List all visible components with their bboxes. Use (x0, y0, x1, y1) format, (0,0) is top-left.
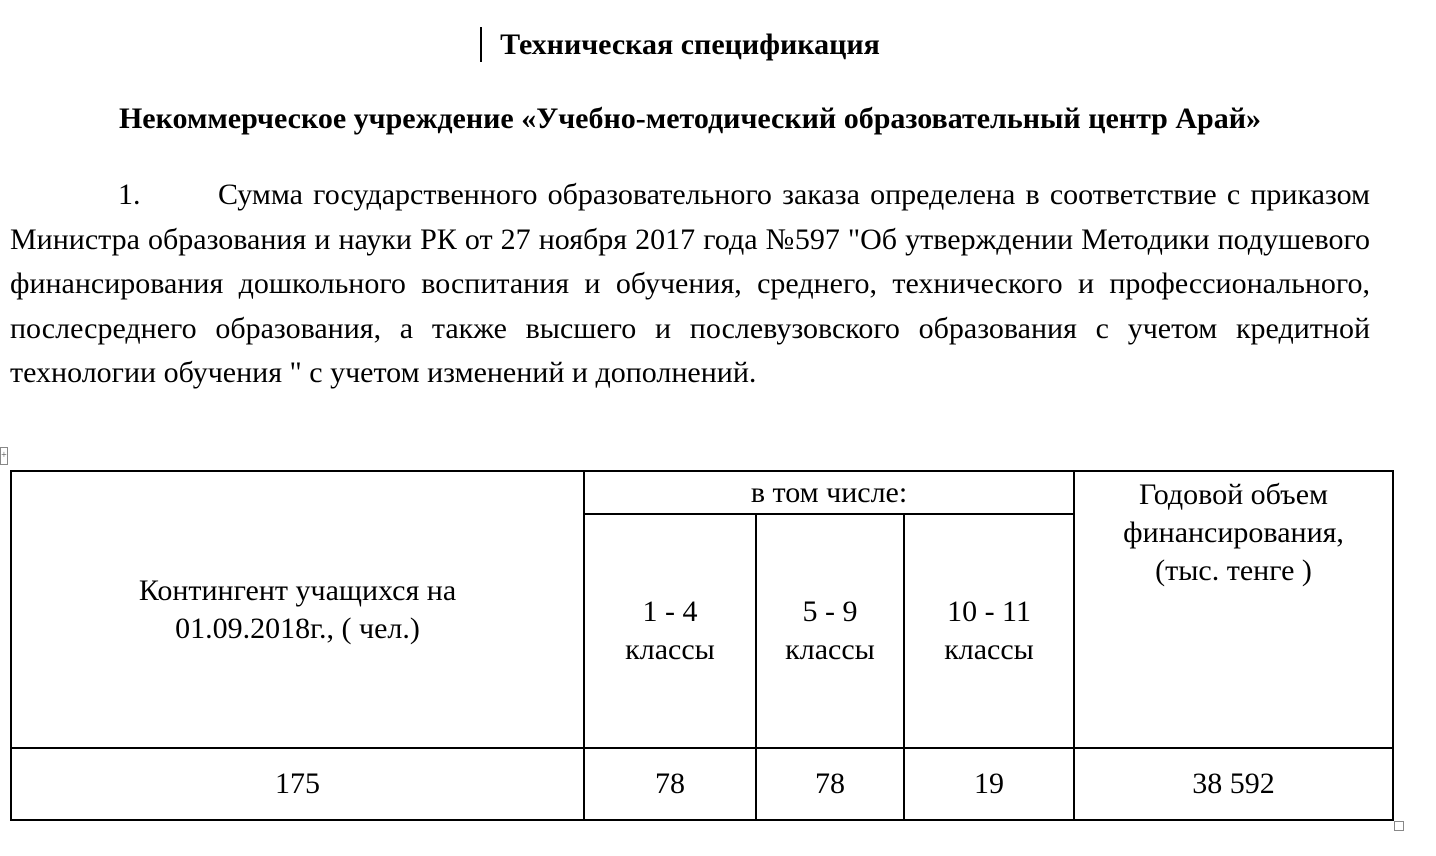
header-grades-5-9[interactable]: 5 - 9 классы (756, 514, 904, 748)
resize-handle-icon[interactable] (1394, 821, 1404, 831)
header-grades-10-11[interactable]: 10 - 11 классы (904, 514, 1074, 748)
cell-funding[interactable]: 38 592 (1074, 748, 1393, 820)
document-title[interactable]: Техническая спецификация (500, 28, 880, 61)
paragraph-number: 1. (118, 178, 141, 211)
cell-grades-5-9[interactable]: 78 (756, 748, 904, 820)
header-grades-1-4[interactable]: 1 - 4 классы (584, 514, 756, 748)
paragraph-text: Сумма государственного образовательного заказа определена в соответствие с приказом Министра образования и науки РК от 27 ноября 2017 года №597 "Об утверждении Методики подушевого финансирования дошкольного воспитания и обучения, среднего, технического и профессионального, послесреднего образования, а также высшего и послевузовского образования с учетом кредитной технологии обучения " с учетом изменений и дополнений. (10, 178, 1370, 390)
cell-contingent[interactable]: 175 (11, 748, 584, 820)
organization-name[interactable]: Некоммерческое учреждение «Учебно-методический образовательный центр Арай» (118, 102, 1262, 135)
move-handle-icon[interactable]: + (0, 447, 8, 465)
table-header-row (11, 471, 1393, 514)
table-row (11, 748, 1393, 820)
header-contingent[interactable]: Контингент учащихся на 01.09.2018г., ( чел.) (11, 471, 584, 748)
header-including[interactable]: в том числе: (584, 471, 1074, 514)
specification-table[interactable] (10, 470, 1394, 821)
paragraph-1[interactable] (10, 173, 1370, 396)
cell-grades-10-11[interactable]: 19 (904, 748, 1074, 820)
header-funding[interactable]: Годовой объем финансирования, (тыс. тенге ) (1074, 471, 1393, 748)
cell-grades-1-4[interactable]: 78 (584, 748, 756, 820)
